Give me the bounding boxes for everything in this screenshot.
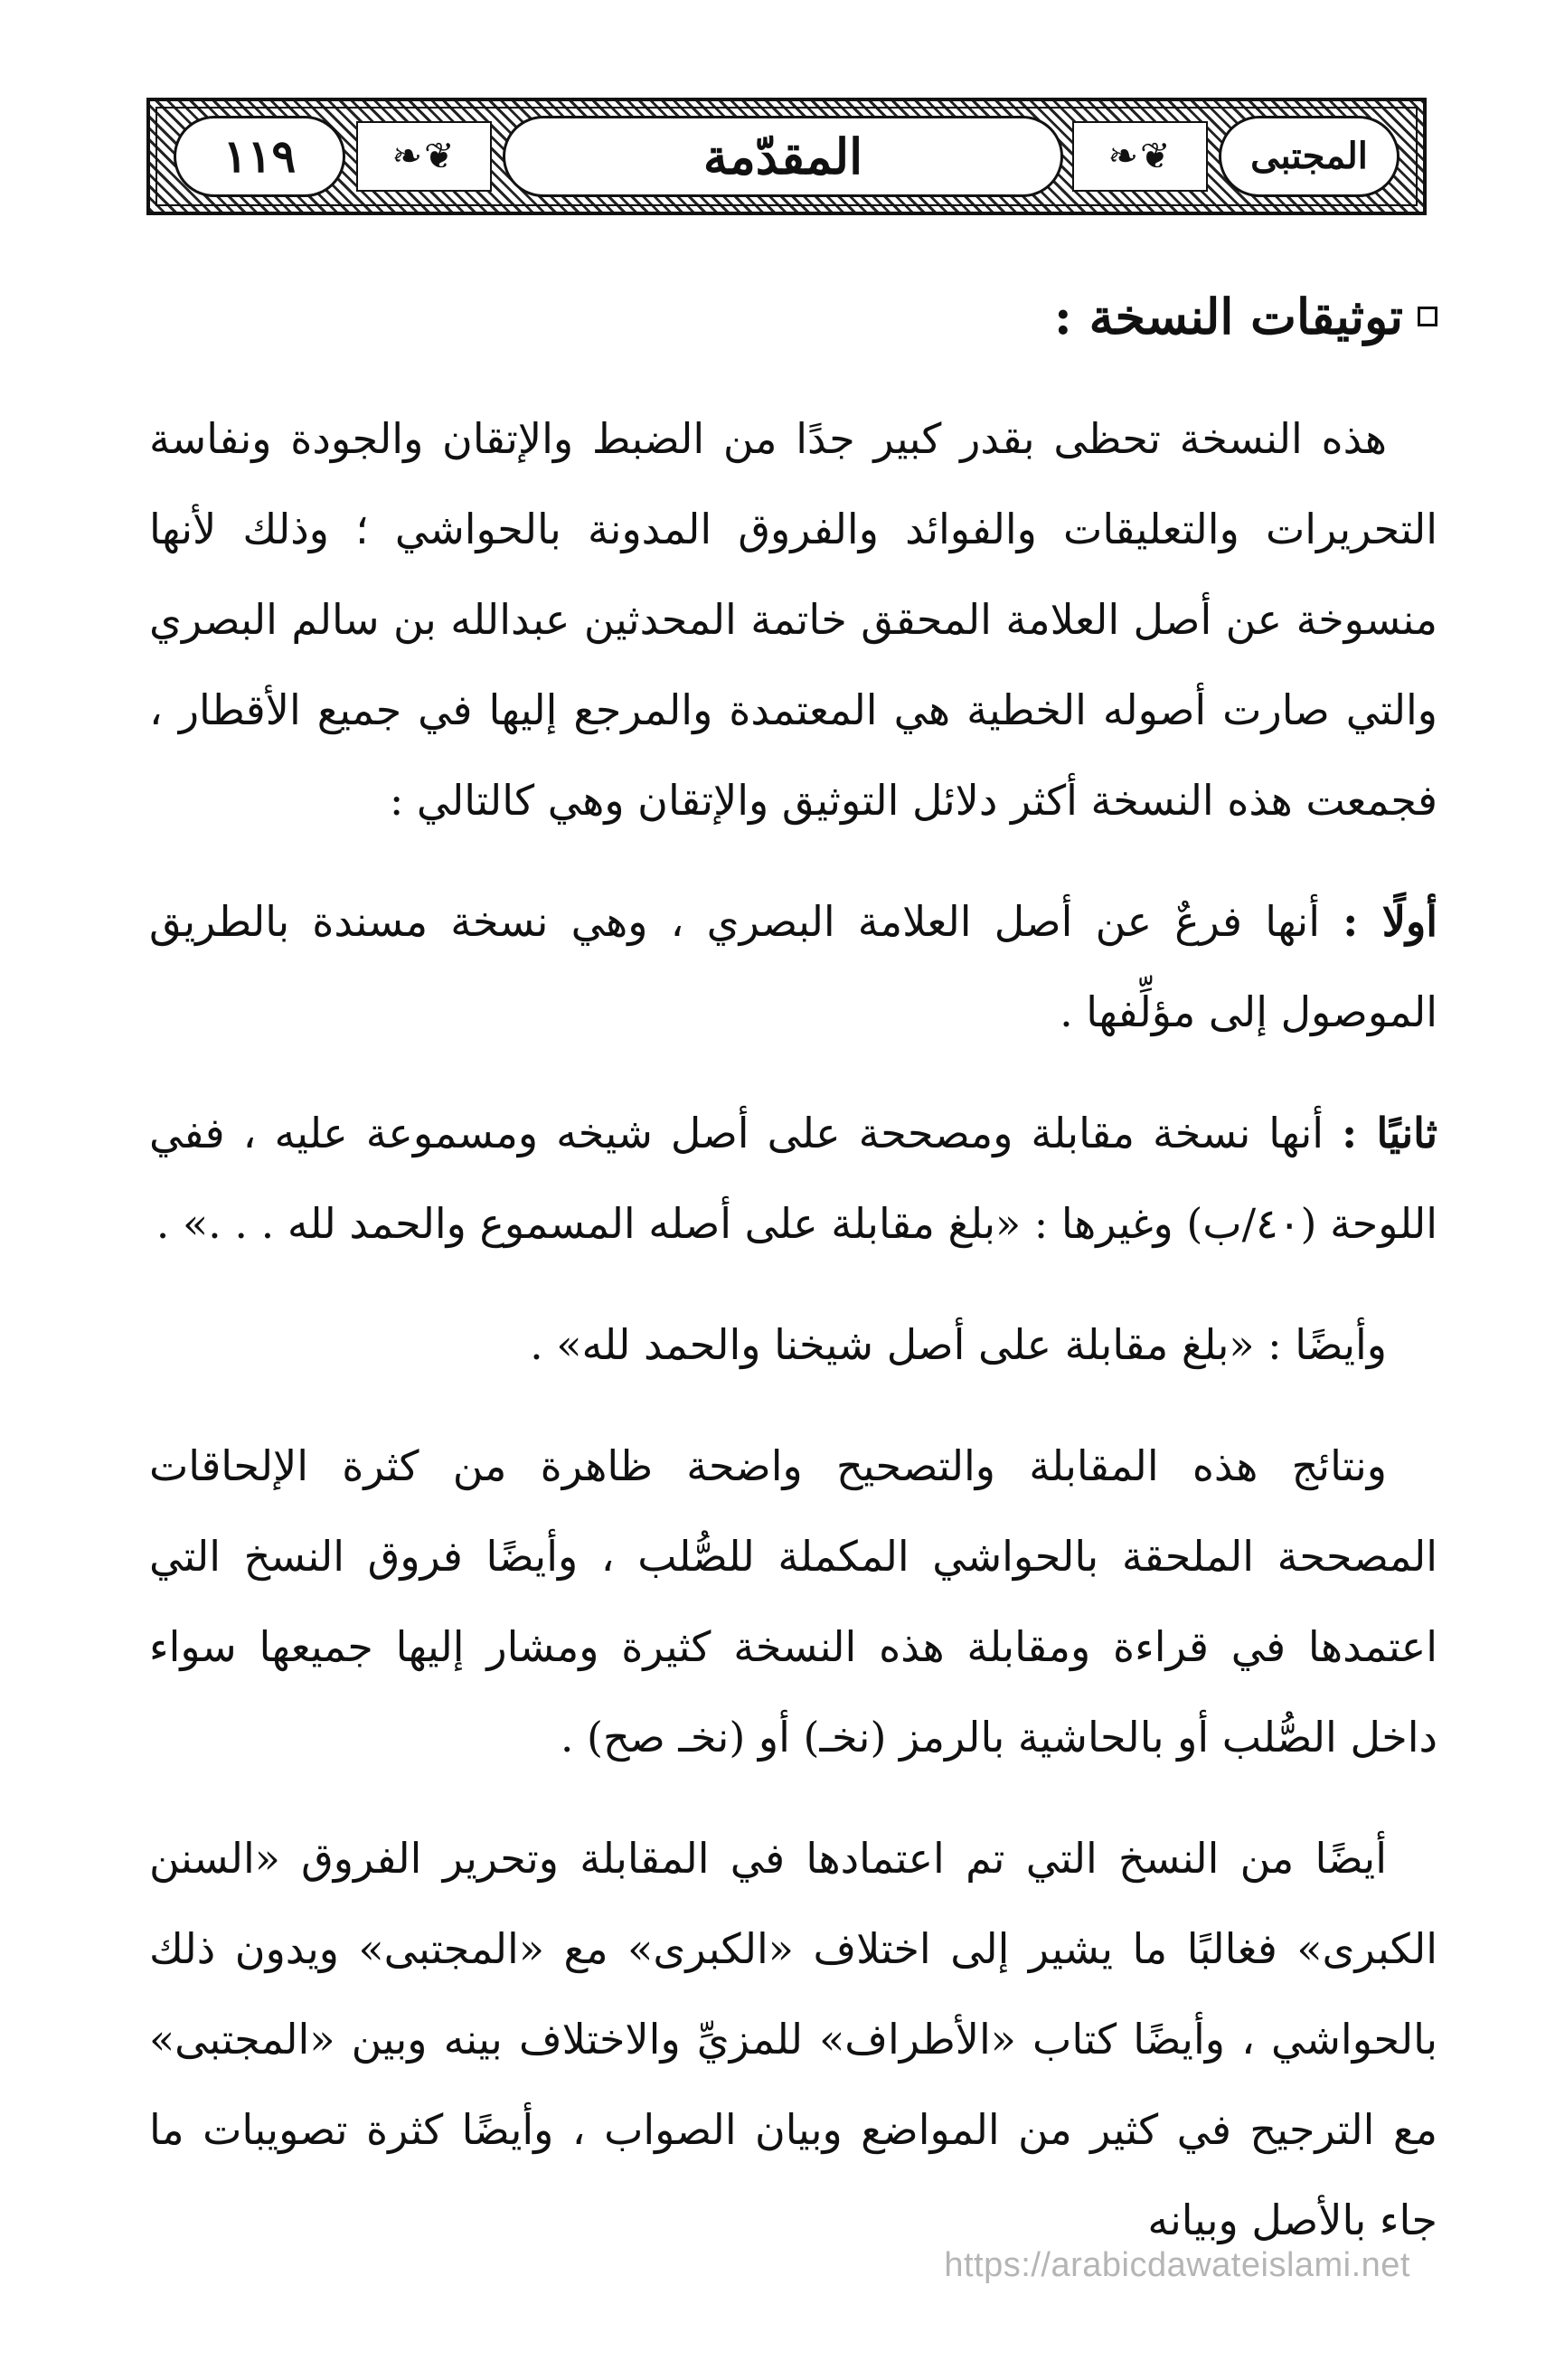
page-number-box (174, 116, 345, 197)
paragraph-text: ونتائج هذه المقابلة والتصحيح واضحة ظاهرة من كثرة الإلحاقات المصححة الملحقة بالحواشي المكملة للصُّلب ، وأيضًا فروق النسخ التي اعتمدها في قراءة ومقابلة هذه النسخة كثيرة ومشار إليها جميعها سواء داخل الصُّلب أو بالحاشية بالرمز (نخـ) أو (نخـ صح) . (149, 1440, 1437, 1761)
ornament-right (1072, 121, 1208, 192)
paragraph-lead: أولًا : (1343, 896, 1437, 946)
paragraph-lead: ثانيًا : (1342, 1108, 1438, 1157)
book-logo (1219, 116, 1400, 197)
paragraph-text: أنها نسخة مقابلة ومصححة على أصل شيخه ومسموعة عليه ، ففي اللوحة (٤٠/ب) وغيرها : «بلغ مقابلة على أصله المسموع والحمد لله . . .» . (149, 1108, 1437, 1248)
square-bullet-icon (1418, 307, 1437, 326)
paragraph (149, 1088, 1437, 1269)
page-body (149, 288, 1437, 2296)
paragraph-text: أنها فرعٌ عن أصل العلامة البصري ، وهي نسخة مسندة بالطريق الموصول إلى مؤلِّفها . (149, 896, 1437, 1036)
page-number: ١١٩ (222, 129, 297, 183)
paragraph-text: هذه النسخة تحظى بقدر كبير جدًا من الضبط والإتقان والجودة ونفاسة التحريرات والتعليقات والفوائد والفروق المدونة بالحواشي ؛ وذلك لأنها منسوخة عن أصل العلامة المحقق خاتمة المحدثين عبدالله بن سالم البصري والتي صارت أصوله الخطية هي المعتمدة والمرجع إليها في جميع الأقطار ، فجمعت هذه النسخة أكثر دلائل التوثيق والإتقان وهي كالتالي : (149, 413, 1437, 825)
paragraph-text: أيضًا من النسخ التي تم اعتمادها في المقابلة وتحرير الفروق «السنن الكبرى» فغالبًا ما يشير إلى اختلاف «الكبرى» مع «المجتبى» ويدون ذلك بالحواشي ، وأيضًا كتاب «الأطراف» للمزيِّ والاختلاف بينه وبين «المجتبى» مع الترجيح في كثير من المواضع وبيان الصواب ، وأيضًا كثرة تصويبات ما جاء بالأصل وبيانه (149, 1833, 1437, 2244)
section-heading-text: توثيقات النسخة : (1053, 288, 1403, 345)
section-heading (149, 288, 1437, 346)
paragraph (149, 1813, 1437, 2265)
chapter-title: المقدّمة (702, 128, 863, 185)
ornament-glyph: ❦❧ (391, 136, 457, 177)
paragraph (149, 393, 1437, 845)
paragraph (149, 876, 1437, 1057)
chapter-title-box (503, 116, 1063, 197)
paragraph (149, 1421, 1437, 1782)
paragraph (149, 1299, 1437, 1390)
book-logo-text: المجتبى (1250, 135, 1368, 177)
paragraph-text: وأيضًا : «بلغ مقابلة على أصل شيخنا والحمد لله» . (530, 1319, 1387, 1369)
page-header (146, 98, 1427, 215)
ornament-glyph: ❦❧ (1107, 136, 1173, 177)
watermark: https://arabicdawateislami.net (944, 2246, 1410, 2284)
ornament-left (356, 121, 492, 192)
